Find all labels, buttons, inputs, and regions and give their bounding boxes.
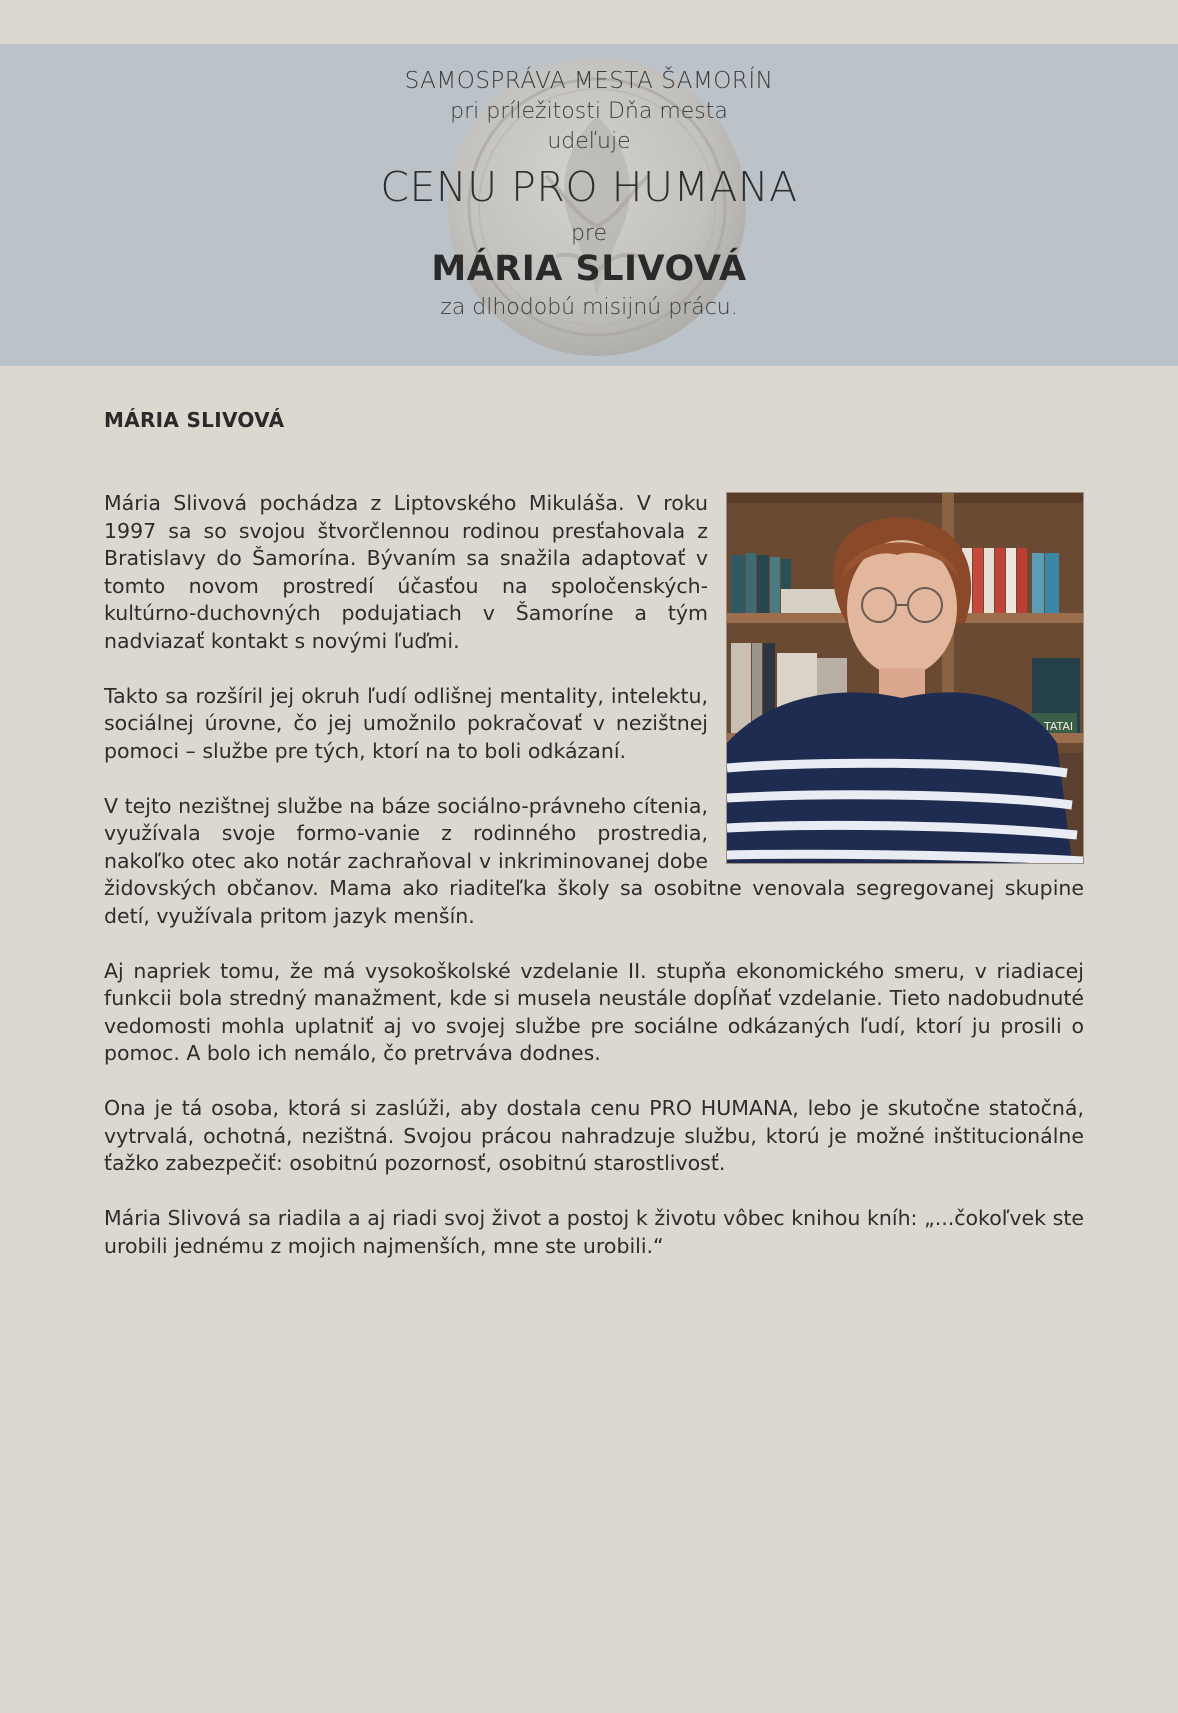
portrait-photo-icon: [726, 492, 1084, 864]
header-line-reason: za dlhodobú misijnú prácu.: [440, 295, 738, 320]
paragraph: V tejto nezištnej službe na báze sociálno-právneho cítenia, využívala svoje formo-vanie z rodinného prostredia, nakoľko otec ako notár zachraňoval v inkriminovanej dobe židovských občanov. Mama ako riaditeľka školy sa osobitne venovala segregovanej skupine detí, využívala pritom jazyk menšín.: [104, 793, 1084, 928]
header-line-municipality: SAMOSPRÁVA MESTA ŠAMORÍN: [404, 68, 774, 94]
article-body: [104, 490, 1084, 1288]
section-title: MÁRIA SLIVOVÁ: [104, 408, 285, 432]
paragraph: Mária Slivová sa riadila a aj riadi svoj život a postoj k životu vôbec knihou kníh: „...čokoľvek ste urobili jednému z mojich najmenších, mne ste urobili.“: [104, 1206, 1084, 1258]
paragraph: Takto sa rozšíril jej okruh ľudí odlišnej mentality, intelektu, sociálnej úrovne, čo jej umožnilo pokračovať v nezištnej pomoci – službe pre tých, ktorí na to boli odkázaní.: [104, 683, 708, 763]
header-line-for: pre: [570, 221, 608, 246]
header-banner: [0, 44, 1178, 366]
book-spine-text: TATAI: [1044, 720, 1074, 733]
award-title: CENU PRO HUMANA: [380, 163, 798, 211]
paragraph: Ona je tá osoba, ktorá si zaslúži, aby dostala cenu PRO HUMANA, lebo je skutočne statočná, vytrvalá, ochotná, nezištná. Svojou prácou nahradzuje službu, ktorú je možné inštitucionálne ťažko zabezpečiť: osobitnú pozornosť, osobitnú starostlivosť.: [104, 1096, 1084, 1175]
recipient-name: MÁRIA SLIVOVÁ: [431, 249, 747, 289]
header-line-occasion: pri príležitosti Dňa mesta: [450, 99, 728, 124]
paragraph: Mária Slivová pochádza z Liptovského Mikuláša. V roku 1997 sa so svojou štvorčlennou rodinou presťahovala z Bratislavy do Šamorína. Bývaním sa snažila adaptovať v tomto novom prostredí účasťou na spoločenských-kultúrno-duchovných podujatiach v Šamoríne a tým nadviazať kontakt s novými ľuďmi.: [104, 491, 708, 653]
header-line-awards: udeľuje: [547, 129, 631, 154]
paragraph: Aj napriek tomu, že má vysokoškolské vzdelanie II. stupňa ekonomického smeru, v riadiacej funkcii bola stredný manažment, kde si musela neustále dopĺňať vzdelanie. Tieto nadobudnuté vedomosti mohla uplatniť aj vo svojej službe pre sociálne odkázaných ľudí, ktorí ju prosili o pomoc. A bolo ich nemálo, čo pretrváva dodnes.: [104, 958, 1084, 1065]
